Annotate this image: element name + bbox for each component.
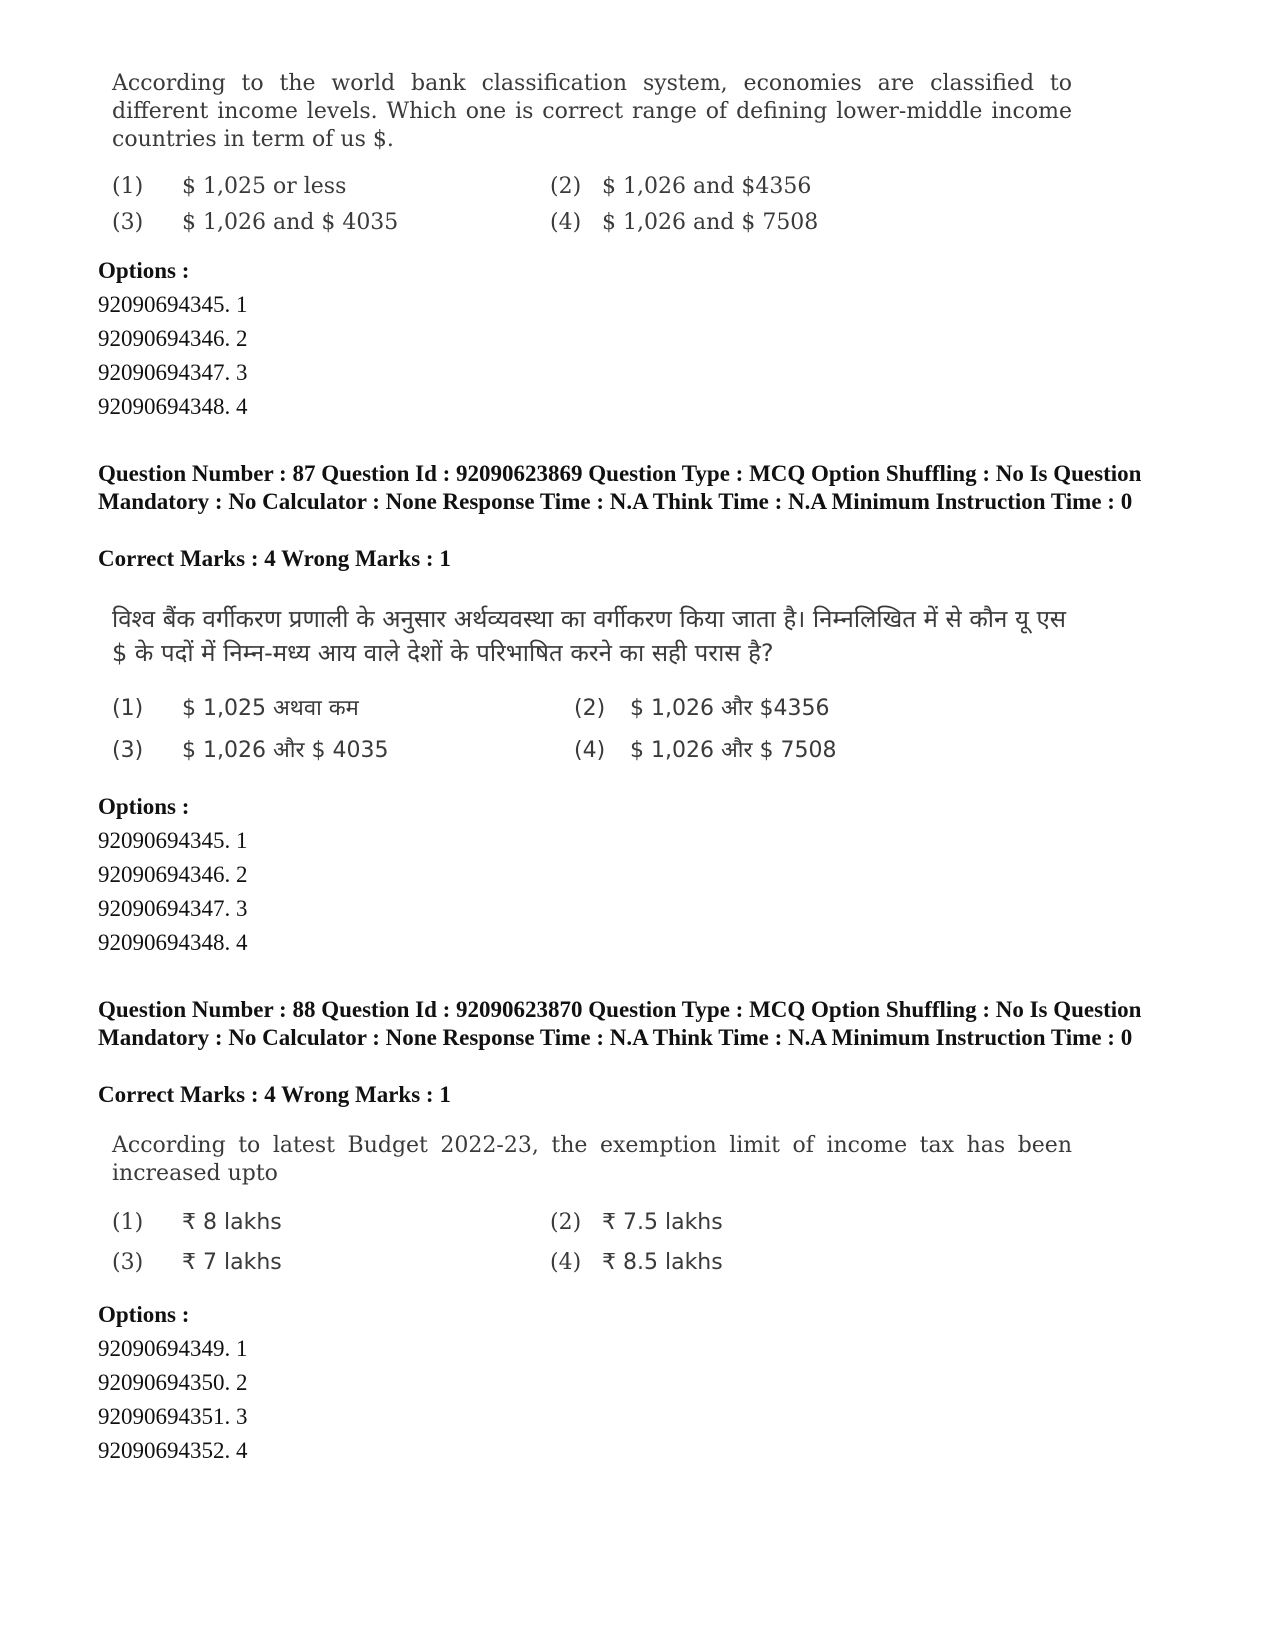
question-88-meta: Question Number : 88 Question Id : 92090623870 Question Type : MCQ Option Shuffling : No Is Question Mandatory : No Calculator : None Response Time : N.A Think Time : N.A Minimum Instruction Time : 0 bbox=[98, 997, 1142, 1050]
choice-number: (3) bbox=[112, 738, 144, 763]
option-item: 92090694346. 2 bbox=[98, 326, 248, 351]
options-heading: Options : bbox=[98, 1302, 190, 1327]
choice-number: (4) bbox=[574, 738, 606, 763]
options-list bbox=[98, 1298, 248, 1468]
options-list bbox=[98, 790, 248, 960]
choice-number: (2) bbox=[550, 1210, 582, 1235]
choice-number: (2) bbox=[550, 174, 582, 199]
option-item: 92090694346. 2 bbox=[98, 862, 248, 887]
choice-number: (3) bbox=[112, 1250, 144, 1275]
option-item: 92090694345. 1 bbox=[98, 292, 248, 317]
option-item: 92090694350. 2 bbox=[98, 1370, 248, 1395]
question-choices bbox=[112, 692, 1072, 776]
choice-1 bbox=[112, 692, 359, 722]
option-item: 92090694351. 3 bbox=[98, 1404, 248, 1429]
choice-text: ₹ 7 lakhs bbox=[182, 1250, 282, 1275]
options-heading: Options : bbox=[98, 794, 190, 819]
choice-number: (1) bbox=[112, 696, 144, 721]
choice-2 bbox=[550, 1210, 723, 1235]
question-87-scan bbox=[112, 602, 1072, 776]
choice-3 bbox=[112, 1250, 282, 1275]
choice-text: $ 1,026 और $4356 bbox=[630, 696, 830, 721]
choice-number: (1) bbox=[112, 1210, 144, 1235]
choice-text: $ 1,025 अथवा कम bbox=[182, 696, 359, 721]
question-86-scan bbox=[112, 70, 1072, 254]
choice-text: ₹ 8 lakhs bbox=[182, 1210, 282, 1235]
choice-3 bbox=[112, 734, 388, 764]
option-item: 92090694348. 4 bbox=[98, 930, 248, 955]
choice-text: $ 1,026 and $4356 bbox=[602, 174, 812, 199]
choice-1 bbox=[112, 174, 346, 199]
choice-number: (4) bbox=[550, 1250, 582, 1275]
choice-2 bbox=[550, 174, 811, 199]
option-item: 92090694348. 4 bbox=[98, 394, 248, 419]
options-list bbox=[98, 254, 248, 424]
choice-number: (4) bbox=[550, 210, 582, 235]
choice-4 bbox=[574, 734, 836, 764]
choice-3 bbox=[112, 210, 398, 235]
option-item: 92090694347. 3 bbox=[98, 896, 248, 921]
choice-1 bbox=[112, 1210, 282, 1235]
choice-number: (2) bbox=[574, 696, 606, 721]
choice-text: ₹ 8.5 lakhs bbox=[602, 1250, 723, 1275]
option-item: 92090694349. 1 bbox=[98, 1336, 248, 1361]
choice-2 bbox=[574, 692, 829, 722]
choice-4 bbox=[550, 1250, 723, 1275]
choice-text: $ 1,026 and $ 4035 bbox=[182, 210, 399, 235]
question-text: According to the world bank classification system, economies are classified to different income levels. Which one is correct range of defining lower-middle income countries in term of us $. bbox=[112, 71, 1072, 152]
question-text: विश्व बैंक वर्गीकरण प्रणाली के अनुसार अर्थव्यवस्था का वर्गीकरण किया जाता है। निम्नलिखित में से कौन यू एस $ के पदों में निम्न-मध्य आय वाले देशों के परिभाषित करने का सही परास है? bbox=[112, 605, 1066, 667]
choice-text: ₹ 7.5 lakhs bbox=[602, 1210, 723, 1235]
choice-text: $ 1,026 and $ 7508 bbox=[602, 210, 819, 235]
question-choices bbox=[112, 1210, 1072, 1294]
option-item: 92090694347. 3 bbox=[98, 360, 248, 385]
choice-text: $ 1,026 और $ 4035 bbox=[182, 738, 389, 763]
option-item: 92090694345. 1 bbox=[98, 828, 248, 853]
choice-text: $ 1,025 or less bbox=[182, 174, 347, 199]
question-88-marks: Correct Marks : 4 Wrong Marks : 1 bbox=[98, 1082, 451, 1107]
option-item: 92090694352. 4 bbox=[98, 1438, 248, 1463]
question-88-scan bbox=[112, 1132, 1072, 1294]
choice-text: $ 1,026 और $ 7508 bbox=[630, 738, 837, 763]
choice-4 bbox=[550, 210, 818, 235]
choice-number: (1) bbox=[112, 174, 144, 199]
question-87-marks: Correct Marks : 4 Wrong Marks : 1 bbox=[98, 546, 451, 571]
options-heading: Options : bbox=[98, 258, 190, 283]
choice-number: (3) bbox=[112, 210, 144, 235]
question-87-meta: Question Number : 87 Question Id : 92090623869 Question Type : MCQ Option Shuffling : No Is Question Mandatory : No Calculator : None Response Time : N.A Think Time : N.A Minimum Instruction Time : 0 bbox=[98, 461, 1142, 514]
question-text: According to latest Budget 2022-23, the exemption limit of income tax has been increased upto bbox=[112, 1133, 1072, 1186]
question-choices bbox=[112, 174, 1072, 254]
